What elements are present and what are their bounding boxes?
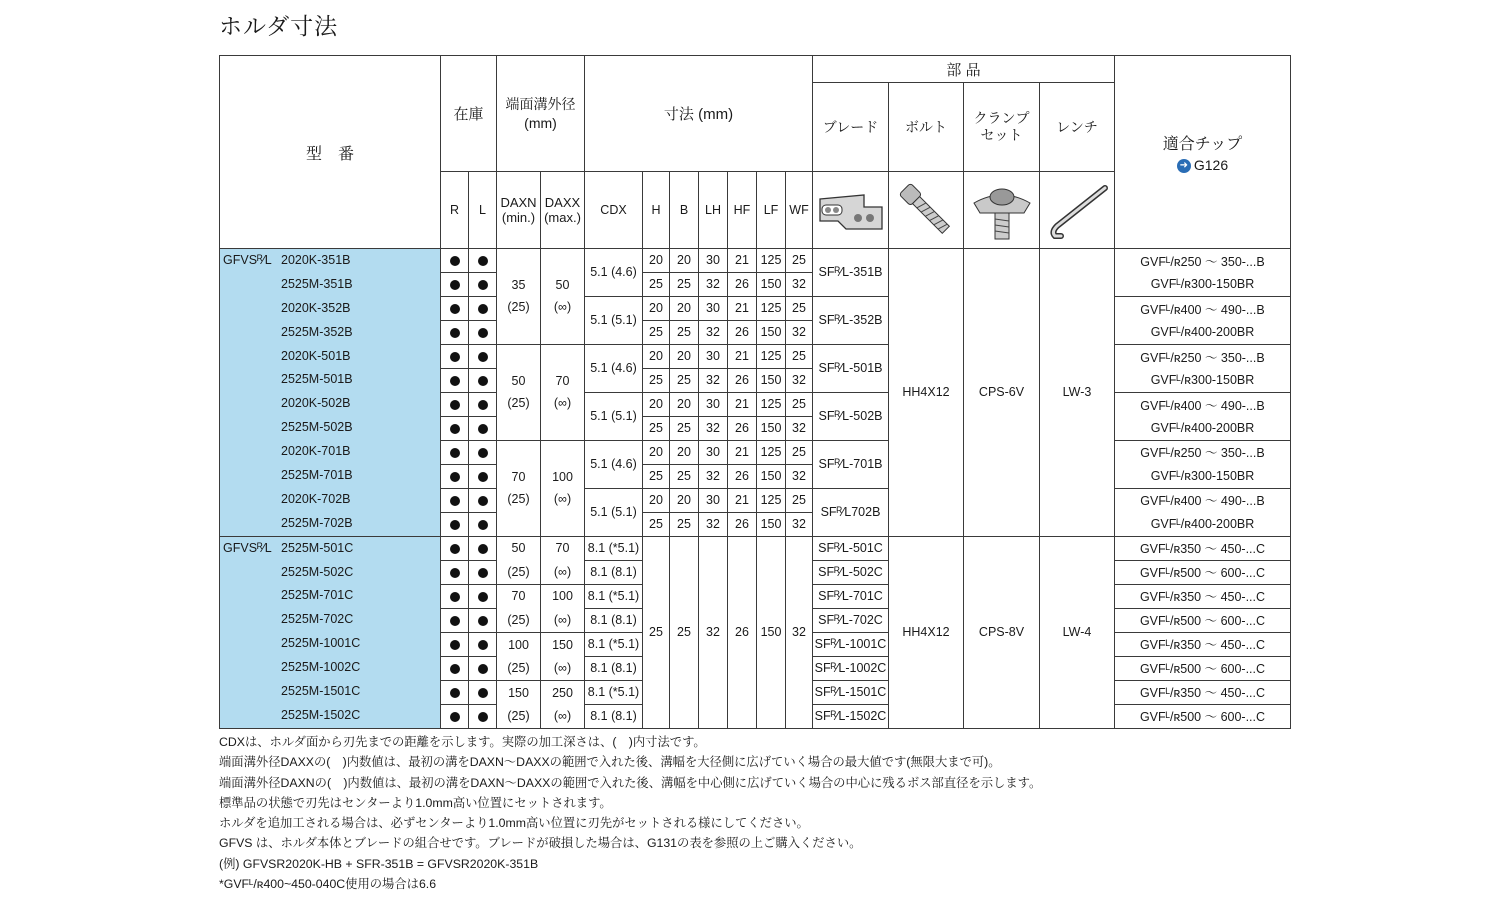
daxx-cell: (∞): [541, 608, 585, 632]
stock-dot-icon: [450, 640, 460, 650]
chip-cell: GVFᴸ/ʀ350 ～ 450-...C: [1115, 584, 1291, 608]
dim-cell: 26: [728, 464, 757, 488]
daxn-cell: 50 (25): [497, 344, 541, 440]
dim-cell: 20: [670, 440, 699, 464]
header-groove-dia: 端面溝外径 (mm): [497, 56, 585, 172]
daxx-cell: 250: [541, 680, 585, 704]
stock-r: [441, 488, 469, 512]
dim-cell: 25: [786, 392, 813, 416]
chip-cell: GVFᴸ/ʀ350 ～ 450-...C: [1115, 680, 1291, 704]
dim-cell: 32: [786, 536, 813, 728]
dim-cell: 25: [670, 512, 699, 536]
chip-cell: GVFᴸ/ʀ400-200BR: [1115, 320, 1291, 344]
stock-dot-icon: [478, 352, 488, 362]
stock-r: [441, 392, 469, 416]
dim-cell: 32: [699, 536, 728, 728]
stock-l: [469, 249, 497, 273]
dim-cell: 30: [699, 440, 728, 464]
header-lh: LH: [699, 172, 728, 249]
wrench-cell: LW-4: [1040, 536, 1115, 728]
dim-cell: 20: [670, 296, 699, 320]
daxn-cell: (25): [497, 608, 541, 632]
cdx-cell: 8.1 (8.1): [585, 608, 643, 632]
chip-cell: GVFᴸ/ʀ350 ～ 450-...C: [1115, 632, 1291, 656]
dim-cell: 32: [786, 416, 813, 440]
stock-r: [441, 344, 469, 368]
model-number: 2020K-502B: [281, 396, 351, 411]
dim-cell: 25: [786, 488, 813, 512]
dim-cell: 32: [786, 368, 813, 392]
dim-cell: 20: [643, 344, 670, 368]
dim-cell: 20: [670, 344, 699, 368]
table-row: [220, 249, 1291, 273]
stock-dot-icon: [478, 640, 488, 650]
blade-cell: SFᴿ⁄L-351B: [813, 249, 889, 297]
dim-cell: 32: [699, 368, 728, 392]
chip-cell: GVFᴸ/ʀ500 ～ 600-...C: [1115, 560, 1291, 584]
blade-cell: SFᴿ⁄L-501C: [813, 536, 889, 560]
stock-l: [469, 368, 497, 392]
daxx-cell: 100: [541, 584, 585, 608]
arrow-right-circle-icon: ➜: [1177, 159, 1191, 173]
chip-cell: GVFᴸ/ʀ400 ～ 490-...B: [1115, 392, 1291, 416]
stock-r: [441, 296, 469, 320]
dim-cell: 25: [786, 249, 813, 273]
dim-cell: 30: [699, 249, 728, 273]
stock-l: [469, 536, 497, 560]
stock-dot-icon: [450, 688, 460, 698]
dim-cell: 25: [670, 416, 699, 440]
stock-l: [469, 584, 497, 608]
daxn-cell: 150: [497, 680, 541, 704]
model-number: 2525M-501C: [281, 540, 354, 555]
dim-cell: 125: [757, 344, 786, 368]
stock-dot-icon: [450, 304, 460, 314]
dim-cell: 20: [643, 392, 670, 416]
stock-dot-icon: [450, 712, 460, 722]
dim-cell: 26: [728, 368, 757, 392]
dim-cell: 25: [670, 272, 699, 296]
dim-cell: 25: [786, 296, 813, 320]
chip-cell: GVFᴸ/ʀ300-150BR: [1115, 368, 1291, 392]
dim-cell: 30: [699, 488, 728, 512]
header-hf: HF: [728, 172, 757, 249]
series-label: GFVSᴿ⁄L: [223, 253, 272, 267]
stock-l: [469, 464, 497, 488]
dim-cell: 32: [699, 272, 728, 296]
blade-cell: SFᴿ⁄L-1502C: [813, 704, 889, 728]
dim-cell: 32: [699, 464, 728, 488]
stock-r: [441, 272, 469, 296]
series-group-c: [220, 536, 441, 728]
stock-dot-icon: [450, 472, 460, 482]
stock-l: [469, 488, 497, 512]
dim-cell: 150: [757, 512, 786, 536]
dim-cell: 32: [786, 320, 813, 344]
model-number: 2525M-501B: [281, 372, 353, 387]
stock-r: [441, 608, 469, 632]
note-line: 端面溝外径DAXNの( )内数値は、最初の溝をDAXN～DAXXの範囲で入れた後、溝幅を中心側に広げていく場合の中心に残るボス部直径を示します。: [219, 775, 1042, 790]
stock-dot-icon: [450, 352, 460, 362]
dim-cell: 125: [757, 488, 786, 512]
blade-cell: SFᴿ⁄L-1501C: [813, 680, 889, 704]
dim-cell: 26: [728, 512, 757, 536]
note-line: *GVFᴸ/ʀ400~450-040C使用の場合は6.6: [219, 877, 437, 892]
hex-wrench-icon: [1040, 172, 1115, 249]
model-number: 2525M-502C: [281, 564, 354, 579]
dim-cell: 21: [728, 440, 757, 464]
stock-dot-icon: [478, 376, 488, 386]
dim-cell: 25: [643, 272, 670, 296]
dim-cell: 25: [670, 320, 699, 344]
cdx-cell: 5.1 (4.6): [585, 249, 643, 297]
cdx-cell: 8.1 (8.1): [585, 656, 643, 680]
stock-dot-icon: [450, 592, 460, 602]
stock-dot-icon: [450, 568, 460, 578]
chip-cell: GVFᴸ/ʀ400-200BR: [1115, 416, 1291, 440]
daxx-cell: (∞): [541, 656, 585, 680]
dim-cell: 125: [757, 440, 786, 464]
stock-dot-icon: [478, 448, 488, 458]
dim-cell: 150: [757, 536, 786, 728]
dim-cell: 30: [699, 344, 728, 368]
daxn-cell: 35 (25): [497, 249, 541, 345]
stock-dot-icon: [450, 256, 460, 266]
stock-l: [469, 656, 497, 680]
stock-dot-icon: [478, 712, 488, 722]
stock-dot-icon: [450, 280, 460, 290]
note-line: (例) GFVSR2020K-HB + SFR-351B = GFVSR2020K-351B: [219, 856, 539, 871]
stock-dot-icon: [478, 424, 488, 434]
stock-l: [469, 416, 497, 440]
model-number: 2525M-701C: [281, 588, 354, 603]
model-number: 2525M-702C: [281, 612, 354, 627]
blade-cell: SFᴿ⁄L-501B: [813, 344, 889, 392]
blade-cell: SFᴿ⁄L-702C: [813, 608, 889, 632]
stock-r: [441, 440, 469, 464]
stock-l: [469, 344, 497, 368]
clamp-cell: CPS-8V: [964, 536, 1040, 728]
stock-dot-icon: [450, 616, 460, 626]
chip-cell: GVFᴸ/ʀ250 ～ 350-...B: [1115, 249, 1291, 273]
stock-r: [441, 249, 469, 273]
series-label: GFVSᴿ⁄L: [223, 540, 272, 555]
blade-icon: [813, 172, 889, 249]
stock-dot-icon: [478, 304, 488, 314]
dim-cell: 21: [728, 344, 757, 368]
header-b: B: [670, 172, 699, 249]
dim-cell: 150: [757, 320, 786, 344]
chip-cell: GVFᴸ/ʀ250 ～ 350-...B: [1115, 344, 1291, 368]
stock-dot-icon: [478, 592, 488, 602]
stock-dot-icon: [478, 664, 488, 674]
header-cdx: CDX: [585, 172, 643, 249]
chip-cell: GVFᴸ/ʀ300-150BR: [1115, 464, 1291, 488]
blade-cell: SFᴿ⁄L-502B: [813, 392, 889, 440]
dim-cell: 25: [643, 368, 670, 392]
stock-r: [441, 704, 469, 728]
model-number: 2020K-702B: [281, 491, 351, 506]
daxx-cell: 100 (∞): [541, 440, 585, 536]
dim-cell: 20: [643, 488, 670, 512]
clamp-cell: CPS-6V: [964, 249, 1040, 537]
blade-cell: SFᴿ⁄L-1001C: [813, 632, 889, 656]
dim-cell: 25: [670, 368, 699, 392]
chip-cell: GVFᴸ/ʀ500 ～ 600-...C: [1115, 704, 1291, 728]
daxn-cell: 70 (25): [497, 440, 541, 536]
blade-cell: SFᴿ⁄L-1002C: [813, 656, 889, 680]
blade-cell: SFᴿ⁄L702B: [813, 488, 889, 536]
model-number: 2525M-351B: [281, 276, 353, 291]
notes: [219, 732, 1319, 894]
dim-cell: 20: [643, 249, 670, 273]
model-number: 2525M-701B: [281, 468, 353, 483]
note-line: ホルダを追加工される場合は、必ずセンターより1.0mm高い位置に刃先がセットされる様にしてください。: [219, 816, 809, 831]
model-number: 2525M-1502C: [281, 707, 361, 722]
chip-ref-link[interactable]: G126: [1193, 156, 1229, 173]
stock-dot-icon: [478, 328, 488, 338]
holder-dimensions-table: [219, 55, 1291, 729]
dim-cell: 150: [757, 416, 786, 440]
cdx-cell: 5.1 (4.6): [585, 440, 643, 488]
stock-dot-icon: [478, 544, 488, 554]
stock-dot-icon: [478, 472, 488, 482]
stock-l: [469, 560, 497, 584]
dim-cell: 26: [728, 320, 757, 344]
model-number: 2525M-702B: [281, 515, 353, 530]
cdx-cell: 5.1 (4.6): [585, 344, 643, 392]
dim-cell: 25: [786, 344, 813, 368]
dim-cell: 150: [757, 368, 786, 392]
daxx-cell: (∞): [541, 704, 585, 728]
blade-cell: SFᴿ⁄L-352B: [813, 296, 889, 344]
daxx-cell: 70: [541, 536, 585, 560]
cdx-cell: 5.1 (5.1): [585, 488, 643, 536]
dim-cell: 150: [757, 464, 786, 488]
daxn-cell: (25): [497, 704, 541, 728]
dim-cell: 25: [643, 536, 670, 728]
stock-dot-icon: [478, 568, 488, 578]
dim-cell: 25: [643, 464, 670, 488]
daxn-cell: 100: [497, 632, 541, 656]
cdx-cell: 8.1 (*5.1): [585, 632, 643, 656]
cdx-cell: 8.1 (*5.1): [585, 584, 643, 608]
header-stock-l: L: [469, 172, 497, 249]
stock-dot-icon: [450, 664, 460, 674]
dim-cell: 26: [728, 536, 757, 728]
dim-cell: 20: [670, 249, 699, 273]
stock-dot-icon: [478, 400, 488, 410]
daxx-cell: 150: [541, 632, 585, 656]
stock-dot-icon: [450, 496, 460, 506]
dim-cell: 30: [699, 296, 728, 320]
dim-cell: 32: [786, 272, 813, 296]
dim-cell: 150: [757, 272, 786, 296]
stock-l: [469, 392, 497, 416]
chip-cell: GVFᴸ/ʀ500 ～ 600-...C: [1115, 608, 1291, 632]
dim-cell: 32: [786, 464, 813, 488]
dim-cell: 32: [699, 512, 728, 536]
blade-cell: SFᴿ⁄L-701C: [813, 584, 889, 608]
header-dims: 寸法 (mm): [585, 56, 813, 172]
stock-dot-icon: [478, 688, 488, 698]
chip-cell: GVFᴸ/ʀ500 ～ 600-...C: [1115, 656, 1291, 680]
cdx-cell: 5.1 (5.1): [585, 392, 643, 440]
cdx-cell: 8.1 (*5.1): [585, 680, 643, 704]
header-wf: WF: [786, 172, 813, 249]
dim-cell: 25: [643, 512, 670, 536]
dim-cell: 21: [728, 249, 757, 273]
blade-cell: SFᴿ⁄L-701B: [813, 440, 889, 488]
stock-dot-icon: [478, 496, 488, 506]
stock-l: [469, 320, 497, 344]
header-parts: 部 品: [813, 56, 1115, 83]
series-group-b: [220, 249, 441, 537]
stock-r: [441, 512, 469, 536]
model-number: 2525M-1001C: [281, 636, 361, 651]
stock-l: [469, 680, 497, 704]
header-chip: 適合チップ ➜ G126: [1115, 56, 1291, 249]
header-clamp: クランプ セット: [964, 83, 1040, 172]
model-number: 2525M-352B: [281, 324, 353, 339]
model-number: 2525M-1002C: [281, 660, 361, 675]
stock-r: [441, 368, 469, 392]
chip-cell: GVFᴸ/ʀ400 ～ 490-...B: [1115, 296, 1291, 320]
daxx-cell: (∞): [541, 560, 585, 584]
stock-dot-icon: [450, 448, 460, 458]
model-number: 2020K-501B: [281, 348, 351, 363]
dim-cell: 26: [728, 272, 757, 296]
stock-r: [441, 632, 469, 656]
stock-dot-icon: [478, 256, 488, 266]
daxn-cell: (25): [497, 656, 541, 680]
daxx-cell: 70 (∞): [541, 344, 585, 440]
page-title: ホルダ寸法: [219, 13, 339, 39]
stock-l: [469, 440, 497, 464]
bolt-icon: [889, 172, 964, 249]
note-line: 端面溝外径DAXXの( )内数値は、最初の溝をDAXN～DAXXの範囲で入れた後、溝幅を大径側に広げていく場合の最大値です(無限大まで可)。: [219, 755, 1001, 770]
stock-dot-icon: [450, 544, 460, 554]
note-line: CDXは、ホルダ面から刃先までの距離を示します。実際の加工深さは、( )内寸法です。: [219, 735, 706, 749]
model-number: 2020K-352B: [281, 300, 351, 315]
dim-cell: 20: [670, 488, 699, 512]
stock-r: [441, 680, 469, 704]
stock-l: [469, 512, 497, 536]
model-number: 2525M-1501C: [281, 684, 361, 699]
header-daxx: DAXX (max.): [541, 172, 585, 249]
cdx-cell: 5.1 (5.1): [585, 296, 643, 344]
header-stock-r: R: [441, 172, 469, 249]
clamp-set-icon: [964, 172, 1040, 249]
stock-r: [441, 320, 469, 344]
header-daxn: DAXN (min.): [497, 172, 541, 249]
dim-cell: 20: [643, 440, 670, 464]
stock-r: [441, 416, 469, 440]
chip-cell: GVFᴸ/ʀ300-150BR: [1115, 272, 1291, 296]
stock-r: [441, 464, 469, 488]
note-line: GFVS は、ホルダ本体とブレードの組合せです。ブレードが破損した場合は、G131の表を参照の上ご購入ください。: [219, 836, 862, 851]
header-h: H: [643, 172, 670, 249]
daxx-cell: 50 (∞): [541, 249, 585, 345]
wrench-cell: LW-3: [1040, 249, 1115, 537]
dim-cell: 32: [699, 320, 728, 344]
stock-r: [441, 656, 469, 680]
stock-l: [469, 272, 497, 296]
daxn-cell: 70: [497, 584, 541, 608]
stock-r: [441, 584, 469, 608]
table-row: [220, 536, 1291, 560]
bolt-cell: HH4X12: [889, 536, 964, 728]
header-bolt: ボルト: [889, 83, 964, 172]
daxn-cell: 50: [497, 536, 541, 560]
daxn-cell: (25): [497, 560, 541, 584]
stock-l: [469, 632, 497, 656]
note-line: 標準品の状態で刃先はセンターより1.0mm高い位置にセットされます。: [219, 795, 612, 810]
stock-l: [469, 296, 497, 320]
header-model: 型 番: [220, 56, 441, 249]
chip-cell: GVFᴸ/ʀ350 ～ 450-...C: [1115, 536, 1291, 560]
blade-cell: SFᴿ⁄L-502C: [813, 560, 889, 584]
dim-cell: 125: [757, 296, 786, 320]
model-number: 2525M-502B: [281, 420, 353, 435]
dim-cell: 26: [728, 416, 757, 440]
stock-l: [469, 704, 497, 728]
stock-r: [441, 536, 469, 560]
stock-dot-icon: [450, 328, 460, 338]
dim-cell: 25: [670, 536, 699, 728]
dim-cell: 32: [786, 512, 813, 536]
header-blade: ブレード: [813, 83, 889, 172]
dim-cell: 32: [699, 416, 728, 440]
dim-cell: 125: [757, 392, 786, 416]
cdx-cell: 8.1 (8.1): [585, 560, 643, 584]
dim-cell: 20: [670, 392, 699, 416]
dim-cell: 25: [643, 320, 670, 344]
stock-l: [469, 608, 497, 632]
dim-cell: 20: [643, 296, 670, 320]
dim-cell: 30: [699, 392, 728, 416]
dim-cell: 25: [670, 464, 699, 488]
chip-cell: GVFᴸ/ʀ400 ～ 490-...B: [1115, 488, 1291, 512]
chip-cell: GVFᴸ/ʀ400-200BR: [1115, 512, 1291, 536]
stock-dot-icon: [450, 400, 460, 410]
stock-r: [441, 560, 469, 584]
dim-cell: 25: [786, 440, 813, 464]
chip-cell: GVFᴸ/ʀ250 ～ 350-...B: [1115, 440, 1291, 464]
dim-cell: 21: [728, 296, 757, 320]
model-number: 2020K-701B: [281, 444, 351, 459]
cdx-cell: 8.1 (*5.1): [585, 536, 643, 560]
header-lf: LF: [757, 172, 786, 249]
stock-dot-icon: [478, 520, 488, 530]
header-stock: 在庫: [441, 56, 497, 172]
stock-dot-icon: [450, 520, 460, 530]
model-number: 2020K-351B: [281, 253, 351, 267]
dim-cell: 21: [728, 488, 757, 512]
dim-cell: 25: [643, 416, 670, 440]
dim-cell: 125: [757, 249, 786, 273]
header-wrench: レンチ: [1040, 83, 1115, 172]
stock-dot-icon: [478, 280, 488, 290]
cdx-cell: 8.1 (8.1): [585, 704, 643, 728]
dim-cell: 21: [728, 392, 757, 416]
stock-dot-icon: [450, 376, 460, 386]
stock-dot-icon: [450, 424, 460, 434]
stock-dot-icon: [478, 616, 488, 626]
bolt-cell: HH4X12: [889, 249, 964, 537]
